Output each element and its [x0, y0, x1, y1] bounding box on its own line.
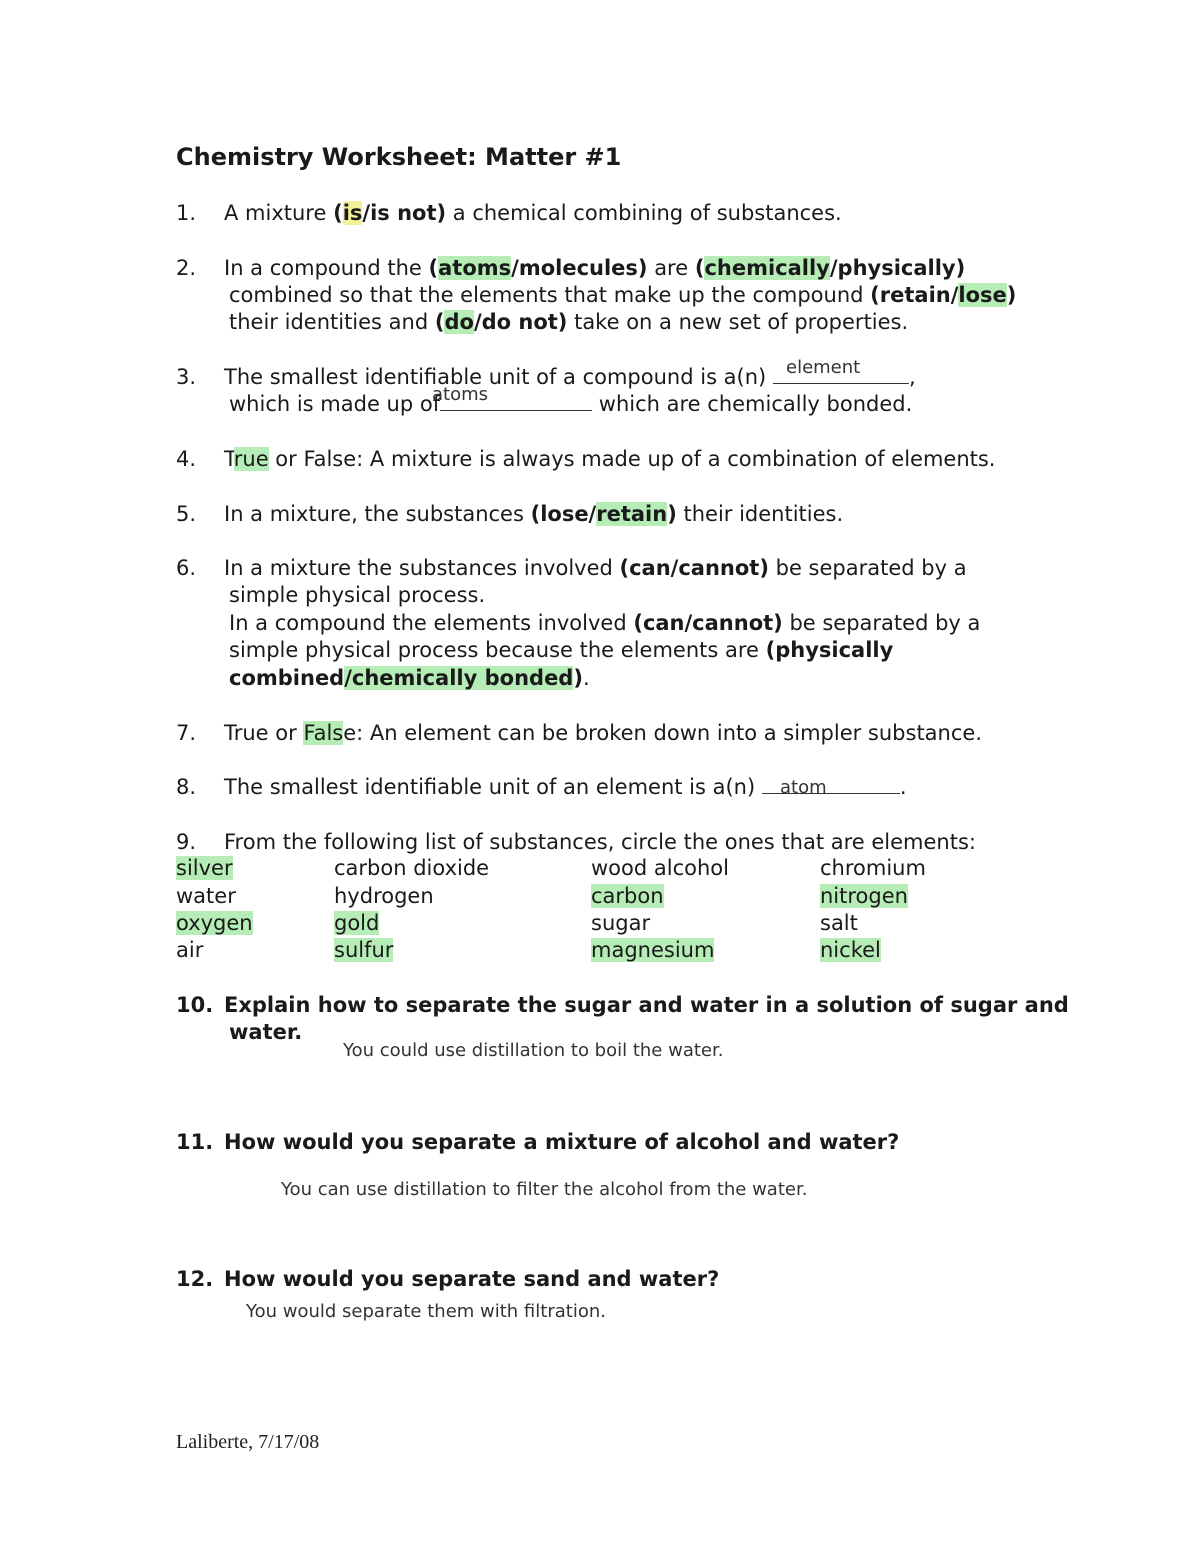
substance-item[interactable]: salt: [820, 911, 858, 935]
question-6-line-3: [229, 611, 980, 635]
choice-option: (can/cannot): [633, 611, 783, 635]
question-10-line-1: [176, 993, 1069, 1017]
question-text: .: [899, 775, 907, 799]
substance-item[interactable]: gold: [334, 911, 380, 935]
question-text: which is made up of: [229, 392, 441, 416]
question-text: be separated by a: [782, 611, 981, 635]
question-text: simple physical process because the elements are: [229, 638, 766, 662]
substance-item[interactable]: wood alcohol: [591, 856, 729, 880]
choice-open: (: [333, 201, 343, 225]
question-text: .: [582, 666, 590, 690]
question-text: The smallest identifiable unit of a compound is a(n): [224, 365, 773, 389]
substance-item[interactable]: magnesium: [591, 938, 715, 962]
question-text: How would you separate sand and water?: [224, 1267, 720, 1291]
question-2-line-3: [229, 310, 908, 334]
selected-choice: rue: [233, 447, 269, 471]
answer-atoms: atoms: [432, 384, 489, 405]
question-number: 8.: [176, 775, 197, 799]
question-text: their identities.: [676, 502, 844, 526]
substance-item[interactable]: sugar: [591, 911, 651, 935]
question-6-line-2: simple physical process.: [229, 583, 486, 607]
choice-option: combined: [229, 666, 345, 690]
question-text: True or: [224, 721, 304, 745]
choice-open: (: [428, 256, 439, 280]
choice-option: /physically): [829, 256, 966, 280]
footer-author-date: Laliberte, 7/17/08: [176, 1431, 320, 1453]
answer-10: You could use distillation to boil the water.: [343, 1040, 724, 1061]
question-text: a chemical combining of substances.: [446, 201, 842, 225]
question-6-line-5: [229, 666, 590, 690]
question-text: In a compound the: [224, 256, 429, 280]
question-2-line-2: [229, 283, 1016, 307]
substance-item[interactable]: water: [176, 884, 236, 908]
question-text: Explain how to separate the sugar and water in a solution of sugar and: [224, 993, 1069, 1017]
question-text: be separated by a: [768, 556, 967, 580]
substance-item[interactable]: hydrogen: [334, 884, 434, 908]
question-text: From the following list of substances, circle the ones that are elements:: [224, 830, 976, 854]
question-text: How would you separate a mixture of alcohol and water?: [224, 1130, 900, 1154]
substance-item[interactable]: air: [176, 938, 204, 962]
substance-item[interactable]: nitrogen: [820, 884, 908, 908]
substance-item[interactable]: carbon dioxide: [334, 856, 490, 880]
answer-element: element: [786, 357, 861, 378]
answer-atom: atom: [780, 777, 827, 798]
question-number: 5.: [176, 502, 197, 526]
choice-option: (retain/: [870, 283, 959, 307]
question-text: take on a new set of properties.: [567, 310, 909, 334]
question-number: 6.: [176, 556, 197, 580]
question-5: [176, 502, 843, 526]
selected-choice: retain: [596, 502, 668, 526]
question-text: combined so that the elements that make up the compound: [229, 283, 871, 307]
question-11: [176, 1130, 899, 1154]
choice-close: ): [573, 666, 583, 690]
question-6-line-4: [229, 638, 893, 662]
selected-choice: Fals: [303, 721, 344, 745]
question-text: e: [343, 721, 357, 745]
question-6-line-1: [176, 556, 967, 580]
question-4: [176, 447, 995, 471]
choice-option: /do not): [473, 310, 568, 334]
substance-item[interactable]: silver: [176, 856, 233, 880]
question-7: [176, 721, 982, 745]
question-number: 10.: [176, 993, 214, 1017]
question-text: their identities and: [229, 310, 435, 334]
question-number: 12.: [176, 1267, 214, 1291]
selected-choice: lose: [958, 283, 1007, 307]
choice-close: ): [1006, 283, 1017, 307]
question-10-line-2: water.: [229, 1020, 303, 1044]
question-number: 4.: [176, 447, 197, 471]
choice-option: (lose/: [530, 502, 597, 526]
substance-item[interactable]: chromium: [820, 856, 926, 880]
question-text: In a compound the elements involved: [229, 611, 634, 635]
question-3-line-2: [229, 392, 912, 416]
selected-choice: atoms: [438, 256, 512, 280]
selected-choice: is: [342, 201, 363, 225]
answer-12: You would separate them with filtration.: [246, 1301, 606, 1322]
question-number: 3.: [176, 365, 197, 389]
answer-11: You can use distillation to filter the alcohol from the water.: [281, 1179, 808, 1200]
question-text: : An element can be broken down into a simpler substance.: [356, 721, 983, 745]
question-12: [176, 1267, 719, 1291]
question-1: [176, 201, 842, 225]
selected-choice: /chemically bonded: [344, 666, 574, 690]
choice-option: (can/cannot): [619, 556, 769, 580]
question-number: 7.: [176, 721, 197, 745]
question-text: or False: A mixture is always made up of a combination of elements.: [268, 447, 996, 471]
question-9: [176, 830, 976, 854]
question-number: 9.: [176, 830, 197, 854]
question-text: In a mixture, the substances: [224, 502, 531, 526]
question-text: are: [647, 256, 695, 280]
choice-open: (: [694, 256, 705, 280]
question-text: which are chemically bonded.: [592, 392, 913, 416]
selected-choice: chemically: [704, 256, 830, 280]
question-2-line-1: [176, 256, 965, 280]
choice-slash: /: [362, 201, 371, 225]
question-text: T: [224, 447, 234, 471]
choice-option: (physically: [765, 638, 894, 662]
substance-item[interactable]: oxygen: [176, 911, 253, 935]
question-number: 2.: [176, 256, 197, 280]
question-number: 1.: [176, 201, 197, 225]
question-number: 11.: [176, 1130, 214, 1154]
choice-close: ): [667, 502, 677, 526]
choice-option: is not): [370, 201, 447, 225]
question-text: A mixture: [224, 201, 334, 225]
question-text: The smallest identifiable unit of an element is a(n): [224, 775, 762, 799]
choice-option: /molecules): [511, 256, 648, 280]
substance-item[interactable]: sulfur: [334, 938, 394, 962]
worksheet-title: Chemistry Worksheet: Matter #1: [176, 143, 622, 171]
choice-open: (: [434, 310, 445, 334]
substance-item[interactable]: nickel: [820, 938, 881, 962]
question-text: ,: [908, 365, 916, 389]
question-text: In a mixture the substances involved: [224, 556, 620, 580]
selected-choice: do: [444, 310, 474, 334]
substance-item[interactable]: carbon: [591, 884, 664, 908]
